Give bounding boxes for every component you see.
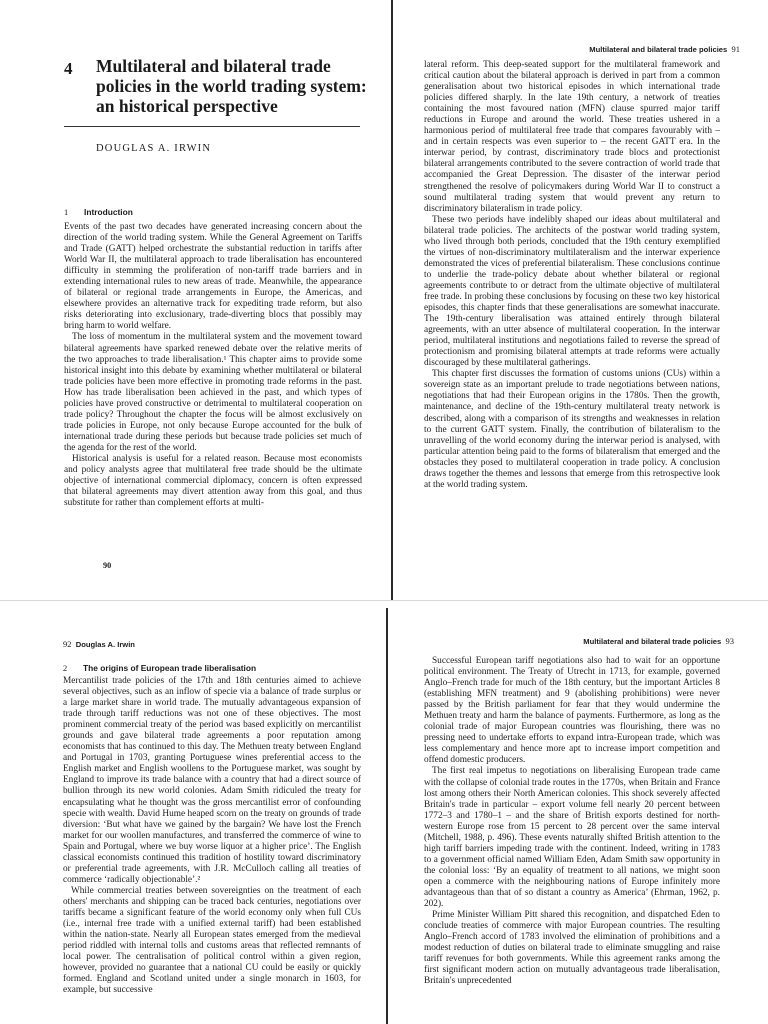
running-head-title: Multilateral and bilateral trade policies xyxy=(583,637,722,646)
page-92 xyxy=(0,600,384,1024)
section-title: The origins of European trade liberalisation xyxy=(83,663,257,673)
author-name: DOUGLAS A. IRWIN xyxy=(96,143,212,154)
page-number: 92 xyxy=(63,639,72,649)
paragraph: Events of the past two decades have generated increasing concern about the direction of the world trading system. While the General Agreement on Tariffs and Trade (GATT) helped orchestrate the substantial reduction in tariffs after World War II, the multilateral approach to trade liberalisation has encountered difficulty in stemming the proliferation of non-tariff trade barriers and in extending international rules to new areas of trade. Meanwhile, the appearance of bilateral or regional trade arrangements in Europe, the Americas, and elsewhere provides an alternative track for expediting trade reform, but also risks deteriorating into exclusionary, trade-diverting blocs that possibly may bring harm to world welfare. xyxy=(64,222,362,332)
section-number: 1 xyxy=(64,208,69,217)
page-93-body xyxy=(424,656,720,987)
section-title: Introduction xyxy=(84,207,133,217)
page-92-body xyxy=(63,676,361,996)
paragraph: lateral reform. This deep-seated support for the multilateral framework and critical caution about the bilateral approach is derived in part from a common generalisation about two historical episodes in which international trade policies differed sharply. In the late 19th century, a network of treaties containing the most favoured nation (MFN) clause spurred major tariff reductions in Europe and around the world. These treaties ushered in a harmonious period of multilateral free trade that compares favourably with – and in certain respects was even superior to – the recent GATT era. In the interwar period, by contrast, discriminatory trade blocs and protectionist bilateral arrangements contributed to the severe contraction of world trade that accompanied the Great Depression. The disaster of the interwar period strengthened the resolve of policymakers during World War II to construct a sound multilateral trading system that would prevent any return to discriminatory bilateralism in trade policy. xyxy=(424,60,720,214)
page-number: 91 xyxy=(731,44,740,54)
section-number: 2 xyxy=(63,664,68,673)
page-number: 93 xyxy=(725,636,734,646)
section-heading xyxy=(64,207,133,217)
page-90 xyxy=(0,0,384,600)
paragraph: Historical analysis is useful for a related reason. Because most economists and policy analysts agree that multilateral free trade should be the ultimate objective of international commercial diplomacy, concern is often expressed that bilateral agreements may divert attention away from this goal, and thus substitute for rather than complement efforts at multi- xyxy=(64,453,362,509)
paragraph: Mercantilist trade policies of the 17th and 18th centuries aimed to achieve several objectives, such as an inflow of specie via a balance of trade surplus or a large market share in world trade. The mutually advantageous expansion of trade through tariff reductions was not one of these objectives. The most prominent commercial treaty of the period was based explicitly on mercantilist grounds and gave bilateral trade agreements a poor reputation among economists that has continued to this day. The Methuen treaty between England and Portugal in 1703, granting Portuguese wines preferential access to the English market and English woollens to the Portuguese market, was sought by England to improve its trade balance with a country that had a direct source of bullion through its new world colonies. Adam Smith ridiculed the treaty for encapsulating what he thought was the gross mercantilist error of confounding specie with wealth. David Hume heaped scorn on the treaty on grounds of trade diversion: ‘But what have we gained by the bargain? We have lost the French market for our woollen manufactures, and transferred the commerce of wine to Spain and Portugal, where we buy worse liquor at a higher price’. The English classical economists continued this tradition of hostility toward discriminatory or preferential trade agreements, with J.R. McCulloch calling all treaties of commerce ‘radically objectionable’.² xyxy=(63,676,361,885)
paragraph: While commercial treaties between sovereignties on the treatment of each others' merchants and shipping can be traced back centuries, negotiations over tariffs became a significant feature of the world economy only when full CUs (i.e., internal free trade with a unified external tariff) had been established within the nation-state. Nearly all European states emerged from the medieval period riddled with internal tolls and customs areas that reflected remnants of local power. The centralisation of political control within a given region, however, provided no guarantee that a national CU could be easily or quickly formed. England and Scotland united under a single monarch in 1603, for example, but successive xyxy=(63,885,361,996)
running-head xyxy=(583,636,734,646)
running-head xyxy=(589,44,740,54)
page-91-body xyxy=(424,60,720,491)
page-90-body xyxy=(64,222,362,509)
running-head-title: Douglas A. Irwin xyxy=(75,640,135,649)
chapter-title: Multilateral and bilateral trade policies in the world trading system: an historical perspective xyxy=(96,56,367,116)
paragraph: Successful European tariff negotiations also had to wait for an opportune political environment. The Treaty of Utrecht in 1713, for example, governed Anglo–French trade for much of the 18th century, but the important Articles 8 (establishing MFN treatment) and 9 (abolishing prohibitions) were never passed by the British parliament for fear that they would undermine the Methuen treaty and harm the balance of payments. Furthermore, as long as the colonial trade of major European countries was flourishing, there was no pressing need to undertake efforts to expand intra-European trade, which was less complementary and hence more apt to increase import competition and offend domestic producers. xyxy=(424,656,720,766)
paragraph: The loss of momentum in the multilateral system and the movement toward bilateral agreements have sparked renewed debate over the relative merits of the two approaches to trade liberalisation.¹ This chapter aims to provide some historical insight into this debate by examining whether multilateral or bilateral trade policies have been more effective in promoting trade reforms in the past. How has trade liberalisation been achieved in the past, and which types of policies have proved constructive or detrimental to multilateral cooperation on trade policy? Throughout the chapter the focus will be almost exclusively on trade policies in Europe, not only because Europe accounted for the bulk of international trade during these periods but because trade policies set much of the agenda for the rest of the world. xyxy=(64,332,362,453)
paragraph: These two periods have indelibly shaped our ideas about multilateral and bilateral trade policies. The architects of the postwar world trading system, who lived through both periods, concluded that the 19th century exemplified the virtues of non-discriminatory multilateralism and the interwar experience demonstrated the vices of preferential bilateralism. These conclusions continue to underlie the trade-policy debate about whether bilateral or regional agreements contribute to or detract from the ultimate objective of multilateral free trade. In probing these conclusions by focusing on these two key historical episodes, this chapter finds that these generalisations are somewhat inaccurate. The 19th-century liberalisation was attained entirely through bilateral agreements, with an utter absence of multilateral cooperation. In the interwar period, multilateral institutions and negotiations failed to reverse the spread of protectionism and promising bilateral attempts at trade reforms were actually discouraged by these multilateral gatherings. xyxy=(424,214,720,369)
page-91 xyxy=(384,0,768,600)
title-rule xyxy=(64,126,360,127)
paragraph: Prime Minister William Pitt shared this recognition, and dispatched Eden to conclude treaties of commerce with major European countries. The resulting Anglo–French accord of 1783 involved the elimination of prohibitions and a modest reduction of duties on bilateral trade to eliminate smuggling and raise tariff revenues for both governments. While this agreement ranks among the first significant modern action on mutually advantageous trade liberalisation, Britain's unprecedented xyxy=(424,910,720,987)
running-head xyxy=(63,639,135,649)
section-heading xyxy=(63,663,256,673)
page-93 xyxy=(384,600,768,1024)
running-head-title: Multilateral and bilateral trade policies xyxy=(589,45,728,54)
paragraph: This chapter first discusses the formation of customs unions (CUs) within a sovereign state as an important prelude to trade negotiations between nations, negotiations that had their European origins in the 1780s. Then the growth, maintenance, and decline of the 19th-century multilateral treaty network is described, along with a comparison of its strengths and weaknesses in relation to the current GATT system. Finally, the contribution of bilateralism to the unravelling of the world economy during the interwar period is analysed, with particular attention being paid to the forms of bilateralism that emerged and the obstacles they posed to multilateral cooperation in trade policy. A conclusion draws together the themes and lessons that emerge from this retrospective look at the world trading system. xyxy=(424,369,720,490)
chapter-number: 4 xyxy=(64,59,73,78)
paragraph: The first real impetus to negotiations on liberalising European trade came with the collapse of colonial trade routes in the 1770s, when Britain and France lost among others their North American colonies. This shock severely affected Britain's trade in particular – export volume fell nearly 20 percent between 1772–3 and 1780–1 – and the share of British exports destined for north-western Europe rose from 15 percent to 28 percent over the same interval (Mitchell, 1988, p. 496). These events naturally shifted British attention to the high tariff barriers impeding trade with the continent. Indeed, writing in 1783 to a government official named William Eden, Adam Smith saw opportunity in the colonial loss: ‘By an equality of treatment to all nations, we might soon open a commerce with the neighbouring nations of Europe infinitely more advantageous than that of so distant a country as America’ (Ehrman, 1962, p. 202). xyxy=(424,766,720,910)
page-folio: 90 xyxy=(103,561,112,570)
